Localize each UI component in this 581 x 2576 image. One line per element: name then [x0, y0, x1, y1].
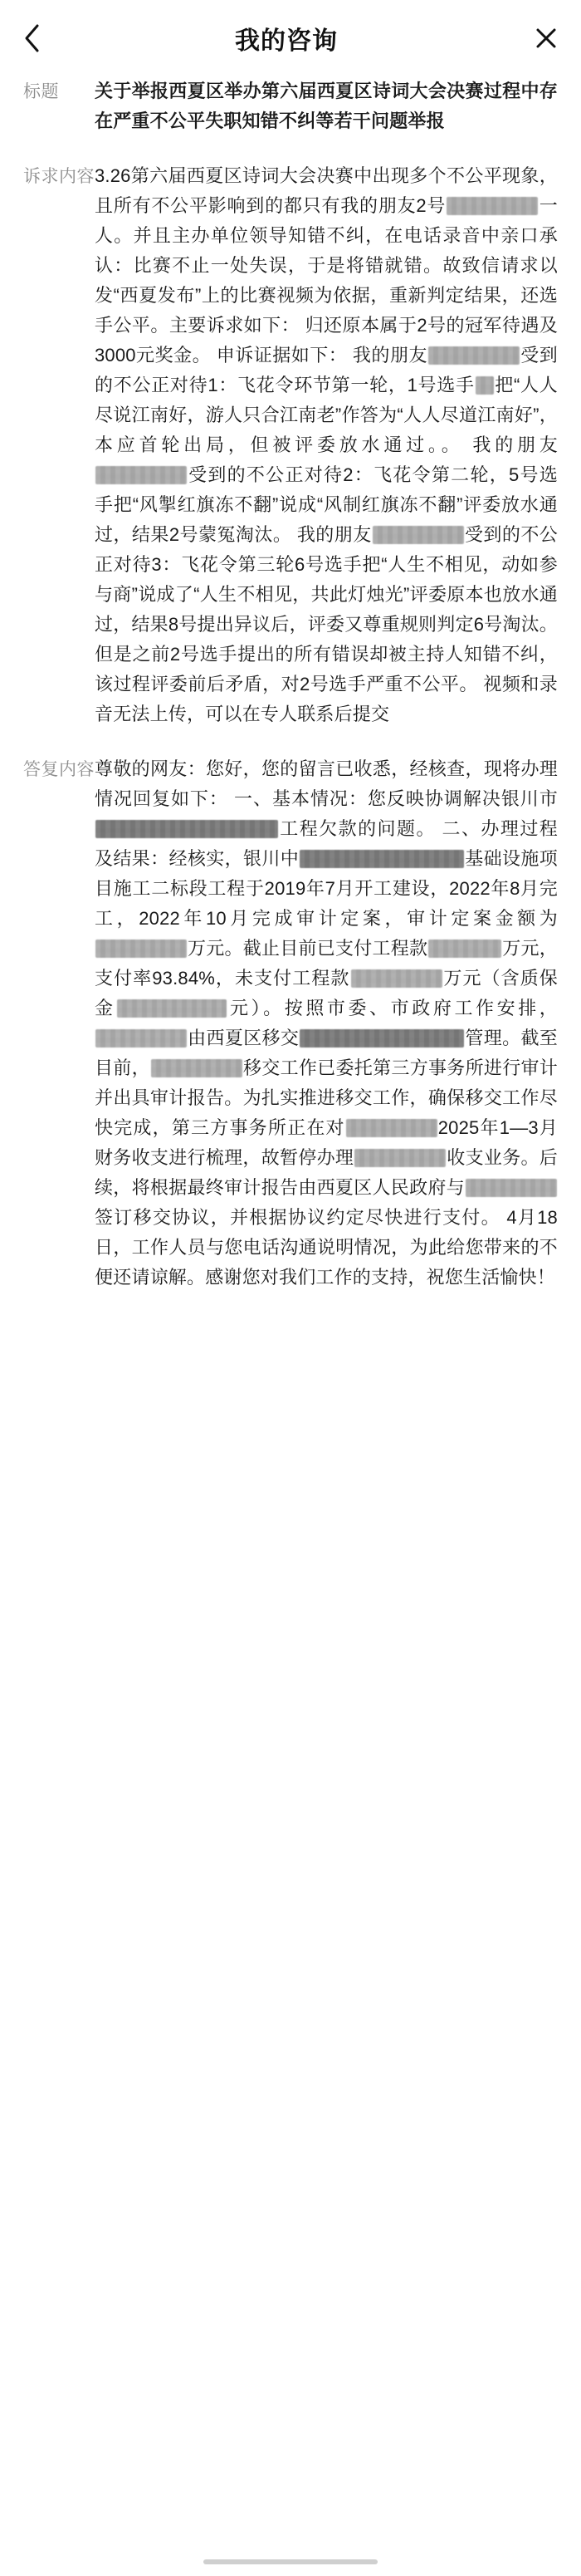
redacted-text	[95, 820, 278, 838]
close-icon[interactable]	[521, 20, 558, 56]
redacted-text	[300, 1029, 464, 1048]
redacted-text	[117, 999, 227, 1018]
field-value-request: 3.26第六届西夏区诗词大会决赛中出现多个不公平现象，且所有不公平影响到的都只有我的朋友2号 一人。并且主办单位领导知错不纠，在电话录音中亲口承认：比赛不止一处失误，于是将错就错。故致信请求以发“西夏发布”上的比赛视频为依据，重新判定结果，还选手公平。主要诉求如下： 归还原本属于2号的冠军待遇及3000元奖金。 申诉证据如下： 我的朋友 受到的不公正对待1：飞花令环节第一轮，1号选手 把“人人尽说江南好，游人只合江南老”作答为“人人尽道江南好”，本应首轮出局，但被评委放水通过。。 我的朋友受到的不公正对待2：飞花令第二轮，5号选手把“风掣红旗冻不翻”说成“风制红旗冻不翻”评委放水通过，结果2号蒙冤淘汰。 我的朋友 受到的不公正对待3：飞花令第三轮6号选手把“人生不相见，动如参与商”说成了“人生不相见，共此灯烛光”评委原本也放水通过，结果8号提出异议后，评委又尊重规则判定6号淘汰。但是之前2号选手提出的所有错误却被主持人知错不纠，该过程评委前后矛盾，对2号选手严重不公平。 视频和录音无法上传，可以在专人联系后提交	[95, 165, 558, 724]
field-label: 答复内容	[23, 760, 95, 779]
redacted-text	[476, 376, 494, 395]
redacted-text	[447, 197, 538, 215]
redacted-text	[428, 940, 501, 958]
field-row-request	[23, 161, 558, 754]
page-title: 我的咨询	[235, 27, 338, 55]
redacted-text	[428, 346, 520, 365]
redacted-text	[300, 850, 464, 868]
field-row-reply	[23, 754, 558, 1317]
redacted-text	[95, 940, 187, 958]
redacted-text	[466, 1179, 557, 1197]
bottom-bar	[0, 2548, 581, 2576]
field-value-reply: 尊敬的网友：您好，您的留言已收悉，经核查，现将办理情况回复如下： 一、基本情况：您反映协调解决银川市工程欠款的问题。 二、办理过程及结果：经核实，银川中 基础设施项目施工二标段工程于2019年7月开工建设，2022年8月完工，2022年10月完成审计定案，审计定案金额为万元。截止目前已支付工程款 万元，支付率93.84%，未支付工程款 万元（含质保金 元）。按照市委、市政府工作安排，由西夏区移交 管理。截至目前， 移交工作已委托第三方事务所进行审计并出具审计报告。为扎实推进移交工作，确保移交工作尽快完成，第三方事务所正在对 2025年1—3月财务收支进行梳理，故暂停办理 收支业务。后续，将根据最终审计报告由西夏区人民政府与签订移交协议，并根据协议约定尽快进行支付。 4月18日，工作人员与您电话沟通说明情况，为此给您带来的不便还请谅解。感谢您对我们工作的支持，祝您生活愉快！	[95, 758, 559, 1288]
detail-content	[0, 76, 581, 1317]
field-value-title: 关于举报西夏区举办第六届西夏区诗词大会决赛过程中存在严重不公平失职知错不纠等若干问题举报	[95, 81, 558, 131]
field-label: 诉求内容	[23, 167, 95, 186]
redacted-text	[351, 969, 442, 988]
page-header	[0, 0, 581, 76]
redacted-text	[346, 1119, 437, 1137]
redacted-text	[95, 466, 187, 484]
field-label: 标题	[23, 82, 59, 101]
redacted-text	[95, 1029, 187, 1048]
redacted-text	[354, 1149, 446, 1167]
home-indicator[interactable]	[203, 2559, 378, 2564]
redacted-text	[373, 526, 464, 544]
field-row-title	[23, 76, 558, 161]
redacted-text	[151, 1059, 242, 1077]
